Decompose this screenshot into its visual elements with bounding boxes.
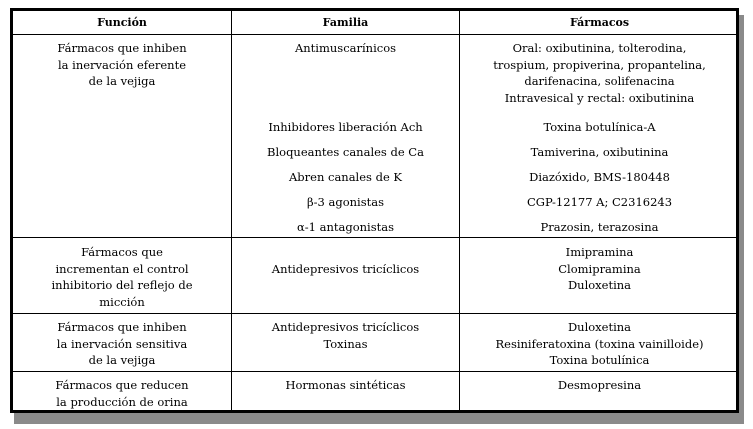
- row1-familia-ach: Inhibidores liberación Ach: [268, 120, 423, 134]
- row-divider: [13, 237, 736, 238]
- row1-farmacos-ca: Tamiverina, oxibutinina: [530, 145, 669, 159]
- row1-familia-ca: Bloqueantes canales de Ca: [267, 145, 424, 159]
- header-funcion: Función: [97, 16, 147, 29]
- row-divider: [13, 313, 736, 314]
- row3-funcion: Fármacos que inhiben la inervación sensitiva de la vejiga: [56, 320, 188, 367]
- row1-farmacos-ach: Toxina botulínica-A: [543, 120, 656, 134]
- row1-farmacos-alfa1: Prazosin, terazosina: [540, 220, 659, 234]
- row1-familia-k: Abren canales de K: [288, 170, 403, 184]
- header-farmacos: Fármacos: [569, 16, 630, 29]
- row4-familia: Hormonas sintéticas: [285, 378, 406, 392]
- row1-farmacos-antimuscarinicos: Oral: oxibutinina, tolterodina, trospium, propiverina, propantelina, darifenacina, solifenacina Intravesical y rectal: oxibutinina: [493, 41, 706, 105]
- row4-funcion: Fármacos que reducen la producción de orina: [55, 378, 189, 409]
- row1-funcion: Fármacos que inhiben la inervación eferente de la vejiga: [57, 41, 187, 88]
- row1-familia-antimuscarinicos: Antimuscarínicos: [294, 41, 397, 55]
- row1-farmacos-beta3: CGP-12177 A; C2316243: [526, 195, 673, 209]
- header-familia: Familia: [322, 16, 369, 29]
- row2-familia: Antidepresivos tricíclicos: [271, 262, 420, 276]
- row3-familia: Antidepresivos tricíclicos Toxinas: [271, 320, 420, 351]
- row2-funcion: Fármacos que incrementan el control inhibitorio del reflejo de micción: [51, 245, 193, 309]
- row4-farmacos: Desmopresina: [557, 378, 642, 392]
- row2-farmacos: Imipramina Clomipramina Duloxetina: [558, 245, 641, 292]
- row1-farmacos-k: Diazóxido, BMS-180448: [529, 170, 670, 184]
- row1-familia-beta3: β-3 agonistas: [306, 195, 384, 209]
- header-divider: [13, 34, 736, 35]
- row-divider: [13, 371, 736, 372]
- row1-familia-alfa1: α-1 antagonistas: [296, 220, 394, 234]
- row3-farmacos: Duloxetina Resiniferatoxina (toxina vainilloide) Toxina botulínica: [495, 320, 704, 367]
- drug-table: [10, 8, 739, 413]
